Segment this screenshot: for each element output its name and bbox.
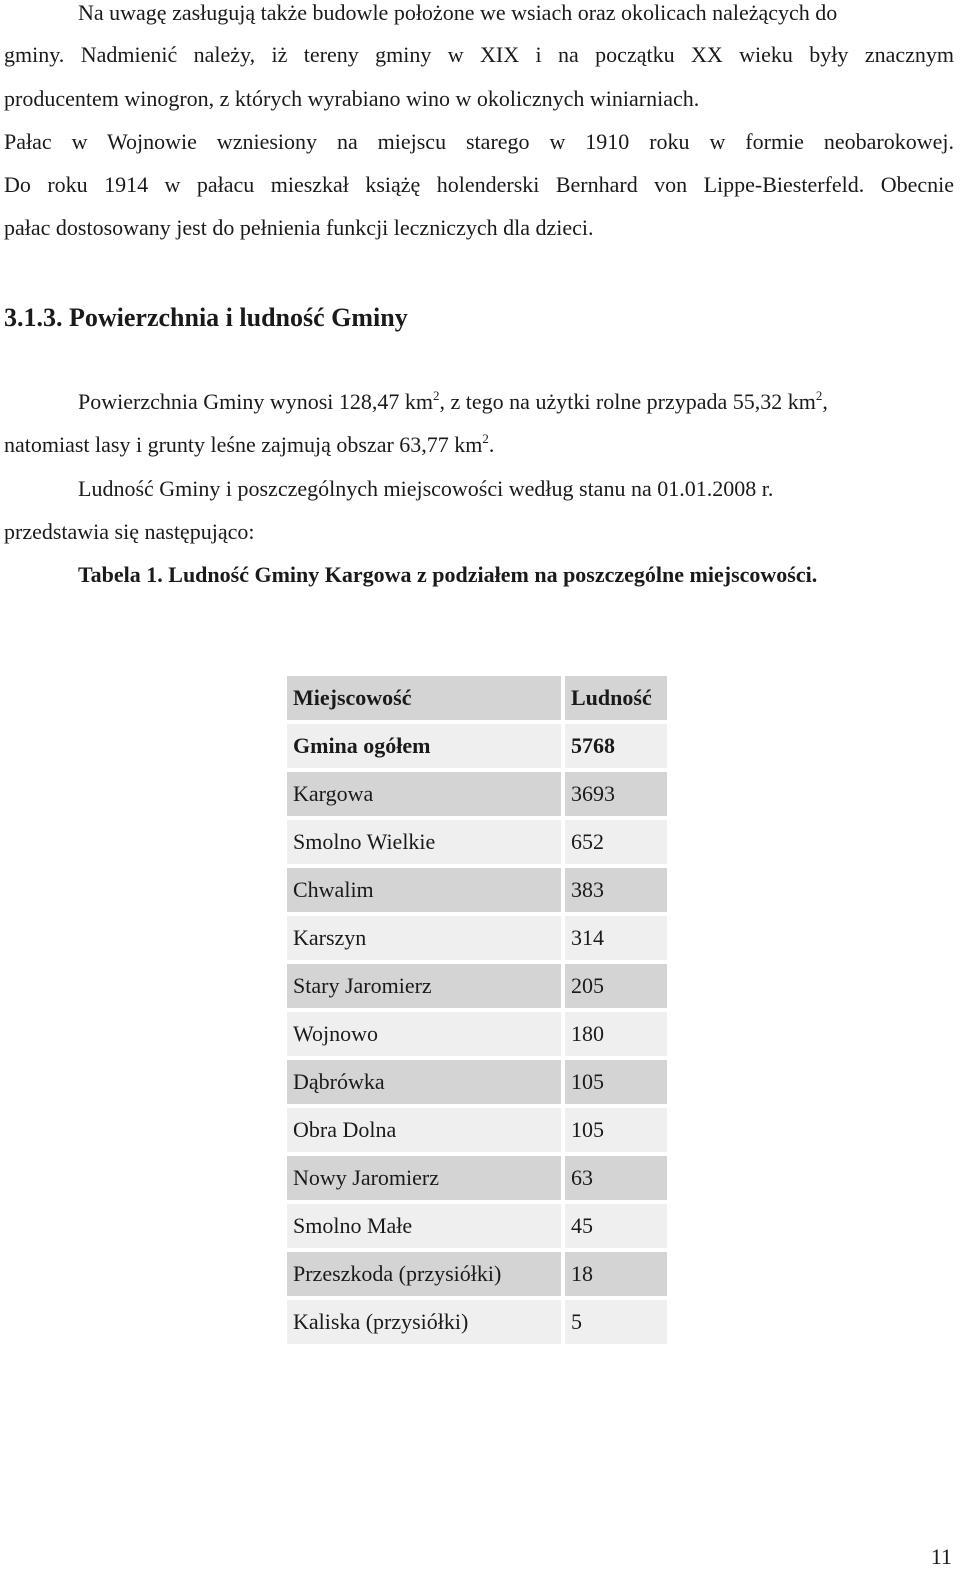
locality-cell: Karszyn [287, 916, 561, 960]
population-cell: 383 [565, 868, 667, 912]
population-cell: 5768 [565, 724, 667, 768]
population-line-2: przedstawia się następująco: [4, 519, 255, 544]
locality-cell: Nowy Jaromierz [287, 1156, 561, 1200]
area-line-1: Powierzchnia Gminy wynosi 128,47 $km^2$, z tego na użytki rolne przypada 55,32 $km^2$, [78, 388, 828, 414]
population-line-1: Ludność Gminy i poszczególnych miejscowości według stanu na 01.01.2008 r. [78, 476, 774, 501]
population-cell: 3693 [565, 772, 667, 816]
header-population: Ludność [565, 676, 667, 720]
paragraph-line-5: Do roku 1914 w pałacu mieszkał książę holenderski Bernhard von Lippe-Biesterfeld. Obecnie [4, 172, 954, 197]
table-row [287, 1204, 667, 1248]
population-cell: 105 [565, 1108, 667, 1152]
locality-cell: Dąbrówka [287, 1060, 561, 1104]
locality-cell: Wojnowo [287, 1012, 561, 1056]
section-heading: 3.1.3. Powierzchnia i ludność Gminy [4, 303, 408, 332]
table-row [287, 772, 667, 816]
table-header-row [287, 676, 667, 720]
table-row [287, 1108, 667, 1152]
table-row [287, 1252, 667, 1296]
paragraph-line-3: producentem winogron, z których wyrabiano wino w okolicznych winiarniach. [4, 86, 700, 111]
population-cell: 105 [565, 1060, 667, 1104]
table-row [287, 868, 667, 912]
paragraph-line-2: gminy. Nadmienić należy, iż tereny gminy w XIX i na początku XX wieku były znacznym [4, 42, 954, 67]
table-row [287, 964, 667, 1008]
table-row [287, 724, 667, 768]
header-locality: Miejscowość [287, 676, 561, 720]
page-number: 11 [930, 1544, 952, 1569]
locality-cell: Przeszkoda (przysiółki) [287, 1252, 561, 1296]
locality-cell: Kargowa [287, 772, 561, 816]
population-cell: 45 [565, 1204, 667, 1248]
paragraph-line-4: Pałac w Wojnowie wzniesiony na miejscu starego w 1910 roku w formie neobarokowej. [4, 129, 954, 154]
table-row [287, 1060, 667, 1104]
locality-cell: Gmina ogółem [287, 724, 561, 768]
table-row [287, 820, 667, 864]
population-cell: 205 [565, 964, 667, 1008]
locality-cell: Smolno Wielkie [287, 820, 561, 864]
table-row [287, 916, 667, 960]
area-line-2: natomiast lasy i grunty leśne zajmują obszar 63,77 $km^2$. [4, 431, 495, 457]
table-row [287, 1012, 667, 1056]
population-cell: 63 [565, 1156, 667, 1200]
locality-cell: Chwalim [287, 868, 561, 912]
table-caption: Tabela 1. Ludność Gminy Kargowa z podziałem na poszczególne miejscowości. [78, 562, 818, 587]
table-row [287, 1300, 667, 1344]
population-cell: 180 [565, 1012, 667, 1056]
population-cell: 314 [565, 916, 667, 960]
population-cell: 652 [565, 820, 667, 864]
population-cell: 18 [565, 1252, 667, 1296]
population-cell: 5 [565, 1300, 667, 1344]
paragraph-line-6: pałac dostosowany jest do pełnienia funkcji leczniczych dla dzieci. [4, 215, 594, 240]
table-row [287, 1156, 667, 1200]
locality-cell: Kaliska (przysiółki) [287, 1300, 561, 1344]
locality-cell: Obra Dolna [287, 1108, 561, 1152]
locality-cell: Smolno Małe [287, 1204, 561, 1248]
population-table [283, 672, 671, 1348]
paragraph-line-1: Na uwagę zasługują także budowle położone we wsiach oraz okolicach należących do [78, 0, 838, 25]
locality-cell: Stary Jaromierz [287, 964, 561, 1008]
